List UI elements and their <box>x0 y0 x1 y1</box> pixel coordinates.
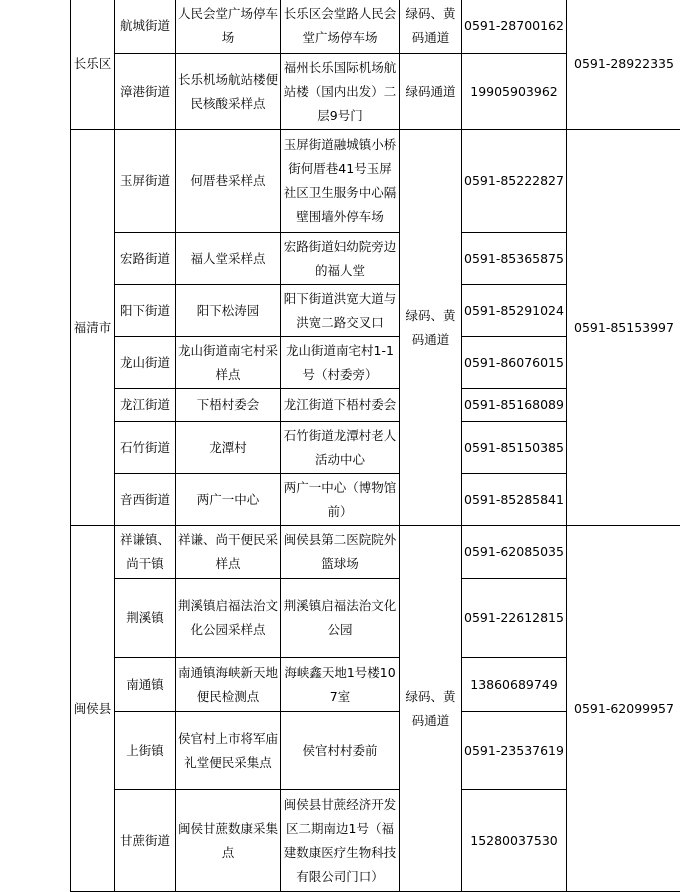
street-cell: 荆溪镇 <box>115 579 176 658</box>
address-cell: 龙山街道南宅村1-1号（村委旁） <box>281 337 400 389</box>
site-cell: 福人堂采样点 <box>176 233 281 285</box>
address-cell: 石竹街道龙潭村老人活动中心 <box>281 422 400 474</box>
group-phone-cell: 0591-28922335 <box>567 0 680 130</box>
address-cell: 闽侯县第二医院院外篮球场 <box>281 526 400 579</box>
street-cell: 宏路街道 <box>115 233 176 285</box>
phone-cell: 0591-22612815 <box>462 579 567 658</box>
district-cell: 福清市 <box>71 130 115 526</box>
street-cell: 龙山街道 <box>115 337 176 389</box>
phone-cell: 13860689749 <box>462 658 567 712</box>
address-cell: 闽侯县甘蔗经济开发区二期南边1号（福建数康医疗生物科技有限公司门口） <box>281 790 400 892</box>
street-cell: 石竹街道 <box>115 422 176 474</box>
table-row <box>71 526 680 579</box>
site-cell: 人民会堂广场停车场 <box>176 0 281 54</box>
site-cell: 祥谦、尚干便民采样点 <box>176 526 281 579</box>
address-cell: 福州长乐国际机场航站楼（国内出发）二层9号门 <box>281 54 400 130</box>
site-cell: 侯官村上市将军庙礼堂便民采集点 <box>176 712 281 790</box>
phone-cell: 19905903962 <box>462 54 567 130</box>
phone-cell: 0591-62085035 <box>462 526 567 579</box>
district-cell: 长乐区 <box>71 0 115 130</box>
address-cell: 阳下街道洪宽大道与洪宽二路交叉口 <box>281 285 400 337</box>
phone-cell: 0591-85285841 <box>462 474 567 526</box>
street-cell: 上街镇 <box>115 712 176 790</box>
phone-cell: 0591-85168089 <box>462 389 567 422</box>
phone-cell: 0591-86076015 <box>462 337 567 389</box>
channel-cell: 绿码、黄码通道 <box>400 130 462 526</box>
address-cell: 侯官村村委前 <box>281 712 400 790</box>
district-cell: 闽侯县 <box>71 526 115 892</box>
channel-cell: 绿码、黄码通道 <box>400 0 462 54</box>
address-cell: 长乐区会堂路人民会堂广场停车场 <box>281 0 400 54</box>
street-cell: 龙江街道 <box>115 389 176 422</box>
channel-cell: 绿码通道 <box>400 54 462 130</box>
site-cell: 长乐机场航站楼便民核酸采样点 <box>176 54 281 130</box>
address-cell: 宏路街道妇幼院旁边的福人堂 <box>281 233 400 285</box>
phone-cell: 0591-85365875 <box>462 233 567 285</box>
site-cell: 下梧村委会 <box>176 389 281 422</box>
phone-cell: 15280037530 <box>462 790 567 892</box>
address-cell: 玉屏街道融城镇小桥街何厝巷41号玉屏社区卫生服务中心隔壁围墙外停车场 <box>281 130 400 233</box>
phone-cell: 0591-85222827 <box>462 130 567 233</box>
site-cell: 南通镇海峡新天地便民检测点 <box>176 658 281 712</box>
street-cell: 音西街道 <box>115 474 176 526</box>
street-cell: 航城街道 <box>115 0 176 54</box>
street-cell: 玉屏街道 <box>115 130 176 233</box>
group-phone-cell: 0591-85153997 <box>567 130 680 526</box>
group-phone-cell: 0591-62099957 <box>567 526 680 892</box>
table-row <box>71 130 680 233</box>
phone-cell: 0591-28700162 <box>462 0 567 54</box>
address-cell: 龙江街道下梧村委会 <box>281 389 400 422</box>
site-cell: 龙潭村 <box>176 422 281 474</box>
table-row <box>71 0 680 54</box>
phone-cell: 0591-85150385 <box>462 422 567 474</box>
site-cell: 阳下松涛园 <box>176 285 281 337</box>
channel-cell: 绿码、黄码通道 <box>400 526 462 892</box>
street-cell: 祥谦镇、尚干镇 <box>115 526 176 579</box>
street-cell: 甘蔗街道 <box>115 790 176 892</box>
site-cell: 何厝巷采样点 <box>176 130 281 233</box>
site-cell: 闽侯甘蔗数康采集点 <box>176 790 281 892</box>
street-cell: 阳下街道 <box>115 285 176 337</box>
site-cell: 荆溪镇启福法治文化公园采样点 <box>176 579 281 658</box>
street-cell: 南通镇 <box>115 658 176 712</box>
address-cell: 荆溪镇启福法治文化公园 <box>281 579 400 658</box>
testing-sites-table <box>70 0 680 892</box>
address-cell: 海峡鑫天地1号楼107室 <box>281 658 400 712</box>
phone-cell: 0591-23537619 <box>462 712 567 790</box>
street-cell: 漳港街道 <box>115 54 176 130</box>
site-cell: 两广一中心 <box>176 474 281 526</box>
address-cell: 两广一中心（博物馆前） <box>281 474 400 526</box>
site-cell: 龙山街道南宅村采样点 <box>176 337 281 389</box>
phone-cell: 0591-85291024 <box>462 285 567 337</box>
